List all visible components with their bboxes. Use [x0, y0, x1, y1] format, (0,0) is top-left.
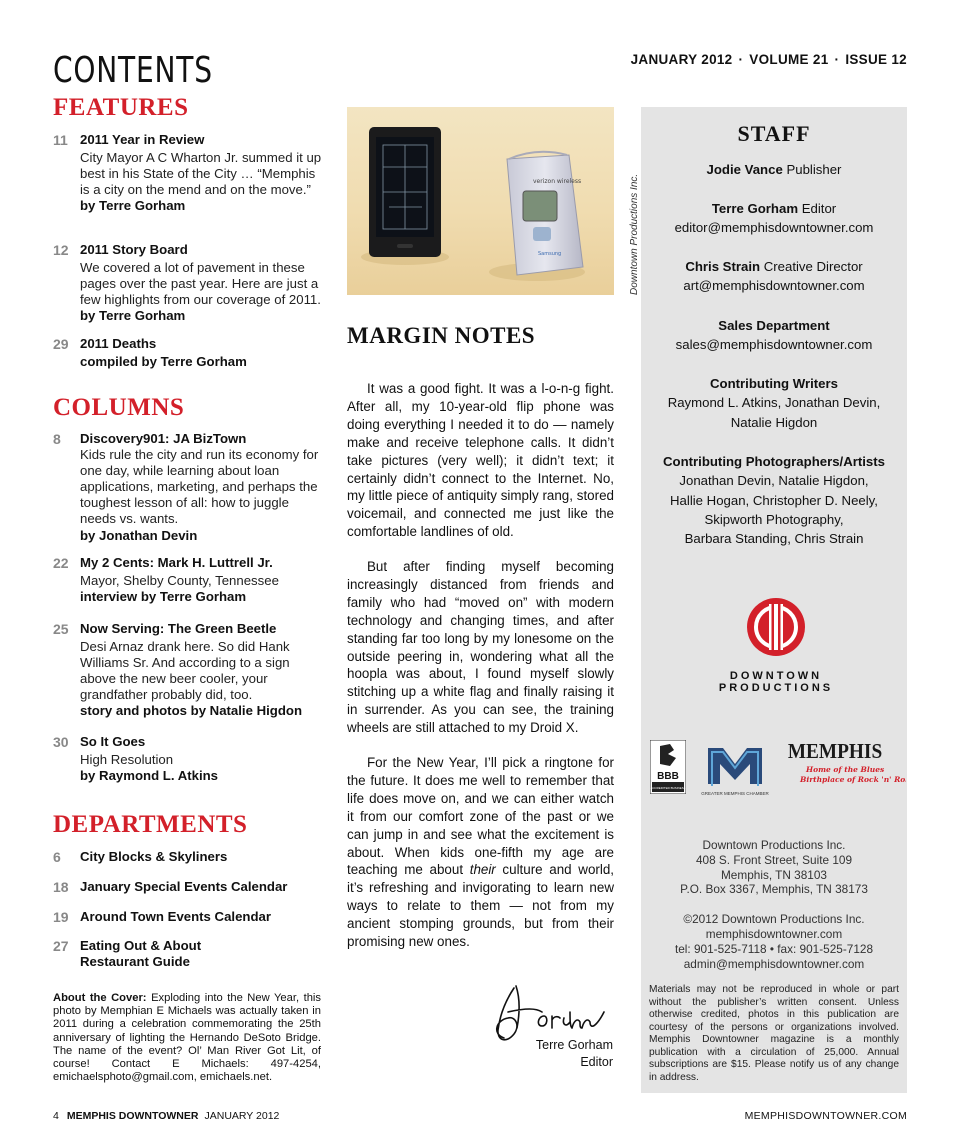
about-the-cover	[53, 992, 321, 1084]
page-number: 29	[53, 336, 69, 352]
column-byline: story and photos by Natalie Higdon	[80, 703, 303, 719]
page-number: 8	[53, 431, 61, 447]
website-line[interactable]: memphisdowntowner.com	[705, 926, 843, 941]
phones-photo	[347, 107, 614, 295]
memphis-logo-icon	[786, 738, 906, 790]
admin-email[interactable]: admin@memphisdowntowner.com	[683, 956, 865, 971]
dp-line2: PRODUCTIONS	[718, 682, 834, 694]
page-number: 11	[53, 132, 68, 148]
issue-info	[631, 52, 907, 67]
feature-byline: by Terre Gorham	[80, 308, 186, 324]
phone-line: tel: 901-525-7118 • fax: 901-525-7128	[674, 941, 874, 956]
page-number: 6	[53, 849, 61, 865]
greater-memphis-chamber-logo-icon	[690, 740, 780, 798]
staff-photographers	[641, 452, 907, 548]
staff-title: STAFF	[737, 121, 811, 146]
page-number: 19	[53, 909, 69, 925]
photographers-line: Hallie Hogan, Christopher D. Neely,	[670, 492, 878, 508]
memphis-tagline-2: Birthplace of Rock 'n' Roll	[800, 775, 906, 784]
feature-desc: City Mayor A C Wharton Jr. summed it up best in his State of the City … “Memphis is a city on the mend and on the move.”	[80, 150, 322, 198]
page-number: 30	[53, 734, 69, 750]
address-line: Memphis, TN 38103	[720, 867, 827, 882]
art-email[interactable]: art@memphisdowntowner.com	[683, 278, 865, 294]
signature-name: Terre Gorham	[535, 1038, 613, 1052]
copyright-line: ©2012 Downtown Productions Inc.	[683, 912, 865, 927]
flip-phone-brand: verizon wireless	[533, 178, 582, 185]
dp-line1: DOWNTOWN	[729, 670, 823, 682]
staff-name: Terre Gorham	[711, 201, 799, 216]
feature-byline: compiled by Terre Gorham	[80, 354, 247, 370]
page-number: 12	[53, 242, 69, 258]
department-subtitle: Restaurant Guide	[80, 954, 190, 970]
bbb-text: BBB	[657, 771, 679, 782]
features-heading: FEATURES	[53, 94, 189, 121]
writers-line: Raymond L. Atkins, Jonathan Devin,	[667, 395, 881, 411]
department-item-special-events[interactable]	[53, 879, 328, 895]
staff-role: Editor	[801, 201, 837, 216]
column-desc: Desi Arnaz drank here. So did Hank Williams Sr. And according to a sign above the new beer cooler, your grandfather probably did, too.	[80, 639, 290, 703]
feature-desc: We covered a lot of pavement in these pages over the past year. Here are just a few highlights from our coverage of 2011.	[80, 260, 321, 308]
cover-label: About the Cover:	[53, 992, 147, 1004]
feature-title: 2011 Year in Review	[80, 132, 205, 147]
margin-notes-paragraph: It was a good fight. It was a l-o-n-g fight. After all, my 10-year-old flip phone was doing everything I needed it to do — namely make and receive telephone calls. It didn’t take pictures (very well); it didn’t text; it certainly didn’t connect to the Internet. No, my little piece of antiquity simply rang, stored voicemail, and connected me just like the comfortable landlines of old.	[347, 381, 614, 540]
photo-credit-text: Downtown Productions Inc.	[629, 173, 640, 295]
margin-notes-paragraph	[347, 754, 614, 951]
footer-page-number: 4	[53, 1110, 59, 1122]
photographers-line: Jonathan Devin, Natalie Higdon,	[679, 473, 869, 489]
column-title: Discovery901: JA BizTown	[80, 431, 247, 446]
editor-email[interactable]: editor@memphisdowntowner.com	[674, 220, 874, 236]
column-item-so-it-goes[interactable]	[53, 734, 328, 784]
issue-separator: ·	[738, 52, 744, 67]
page-number: 27	[53, 938, 69, 954]
staff-creative-director	[641, 257, 907, 296]
paragraph-emphasis: their	[469, 862, 496, 878]
column-byline: interview by Terre Gorham	[80, 589, 247, 605]
downtown-productions-logo-icon	[745, 596, 807, 658]
gmc-text: GREATER MEMPHIS CHAMBER	[701, 791, 769, 796]
feature-title: 2011 Story Board	[80, 242, 188, 257]
paragraph-text: For the New Year, I’ll pick a ringtone for the future. It does me well to remember that life does move on, and we can either watch it from our comfort zone of the past or we can jump in and see what the excitement is about. When kids one-fifth my age are teaching me about	[347, 755, 614, 878]
page-number: 25	[53, 621, 69, 637]
photographers-line: Barbara Standing, Chris Strain	[684, 531, 864, 547]
feature-byline: by Terre Gorham	[80, 198, 186, 214]
publisher-address	[641, 838, 907, 971]
contents-title: CONTENTS	[53, 50, 213, 91]
writers-label: Contributing Writers	[710, 376, 838, 391]
page-number: 22	[53, 555, 69, 571]
memphis-tagline-1: Home of the Blues	[806, 765, 885, 774]
writers-line: Natalie Higdon	[730, 414, 818, 430]
columns-heading: COLUMNS	[53, 394, 185, 421]
issue-month: JANUARY 2012	[630, 52, 733, 67]
address-line: Downtown Productions Inc.	[702, 838, 846, 852]
column-byline: by Jonathan Devin	[80, 527, 198, 543]
paragraph-text: culture and world, it’s refreshing and invigorating to learn new ways to relate to them — not from my ancient stomping grounds, but from their promising new ones.	[347, 862, 614, 950]
staff-role: Publisher	[786, 162, 842, 177]
cover-text: Exploding into the New Year, this photo by Memphian E Michaels was actually taken in 2011 during a celebration commemorating the 25th anniversary of lighting the Hernando DeSoto Bridge. The name of the event? Ol’ Man River Got Lit, of course! Contact E Michaels: 497-4254, emichaelsphoto@gmail.com, emichaels.net.	[53, 992, 322, 1084]
issue-separator: ·	[834, 52, 840, 67]
column-desc: High Resolution	[80, 752, 174, 768]
department-title: City Blocks & Skyliners	[80, 849, 228, 864]
feature-item-year-review[interactable]	[53, 132, 328, 214]
photo-credit	[617, 112, 640, 297]
sales-label: Sales Department	[718, 318, 830, 333]
sales-email[interactable]: sales@memphisdowntowner.com	[675, 337, 873, 353]
phones-photo-illustration	[347, 107, 614, 295]
department-title: January Special Events Calendar	[80, 879, 288, 894]
staff-sales	[641, 316, 907, 355]
department-item-eating-out[interactable]	[53, 938, 328, 970]
address-line: 408 S. Front Street, Suite 109	[695, 852, 853, 867]
downtown-productions-wordmark	[700, 670, 852, 694]
signature-role: Editor	[580, 1055, 613, 1069]
column-item-my-2-cents[interactable]	[53, 555, 328, 605]
departments-heading: DEPARTMENTS	[53, 811, 248, 838]
department-item-city-blocks[interactable]	[53, 849, 328, 865]
feature-title: 2011 Deaths	[80, 336, 157, 351]
staff-writers	[641, 374, 907, 432]
feature-item-deaths[interactable]	[53, 336, 328, 370]
staff-publisher	[641, 160, 907, 179]
bbb-subtext: ACCREDITED BUSINESS	[650, 786, 686, 790]
signature-caption	[500, 1037, 613, 1071]
column-title: Now Serving: The Green Beetle	[80, 621, 277, 636]
photographers-line: Skipworth Photography,	[704, 511, 844, 527]
column-desc: Kids rule the city and run its economy for one day, while learning about loan applications, marketing, and perhaps the toughest lesson of all: how to juggle needs vs. wants.	[80, 447, 319, 527]
footer-left	[53, 1110, 279, 1122]
footer-date: JANUARY 2012	[204, 1110, 280, 1122]
column-title: My 2 Cents: Mark H. Luttrell Jr.	[80, 555, 273, 570]
legal-notice: Materials may not be reproduced in whole or part without the publisher’s written consent. Unless otherwise credited, photos in this publication are courtesy of the persons or organizations involved. Memphis Downtowner magazine is a monthly publication with a circulation of 25,000. Annual subscriptions are $15. Please notify us of any change in address.	[649, 984, 899, 1083]
department-item-around-town[interactable]	[53, 909, 328, 925]
staff-name: Jodie Vance	[706, 162, 783, 177]
page-number: 18	[53, 879, 69, 895]
footer-magazine: MEMPHIS DOWNTOWNER	[66, 1110, 199, 1122]
column-byline: by Raymond L. Atkins	[80, 768, 218, 784]
staff-editor	[641, 199, 907, 238]
department-title: Eating Out & About	[80, 938, 202, 953]
bbb-logo-icon	[650, 740, 686, 794]
photographers-label: Contributing Photographers/Artists	[663, 454, 885, 469]
staff-name: Chris Strain	[685, 259, 761, 274]
column-title: So It Goes	[80, 734, 146, 749]
column-item-green-beetle[interactable]	[53, 621, 328, 720]
margin-notes-title: MARGIN NOTES	[347, 323, 536, 348]
staff-role: Creative Director	[763, 259, 863, 274]
issue-number: ISSUE 12	[845, 52, 907, 67]
column-item-biztown[interactable]	[53, 431, 328, 544]
address-line: P.O. Box 3367, Memphis, TN 38173	[680, 882, 868, 897]
issue-volume: VOLUME 21	[749, 52, 829, 67]
margin-notes-paragraph: But after finding myself becoming increasingly distanced from friends and family who had “moved on” with modern technology and changing times, and after standing far too long by my lonesome on the outside peering in, wondering what all the hoopla was about, I found myself slowly stitching up a white flag and finally raising it in surrender. As you can see, the training wheels are still attached to my Droid X.	[347, 559, 614, 736]
flip-phone-logo: Samsung	[538, 251, 562, 257]
feature-item-story-board[interactable]	[53, 242, 328, 324]
footer-website[interactable]: MEMPHISDOWNTOWNER.COM	[744, 1110, 907, 1122]
column-desc: Mayor, Shelby County, Tennessee	[80, 573, 279, 589]
memphis-wordmark: MEMPHIS	[787, 740, 883, 764]
department-title: Around Town Events Calendar	[80, 909, 271, 924]
